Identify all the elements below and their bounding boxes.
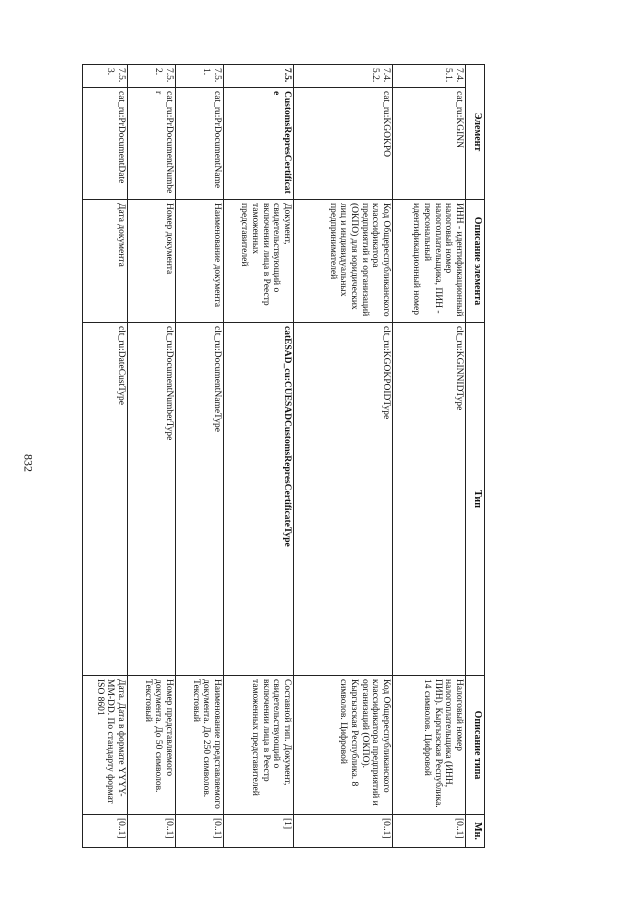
row-number: 7.5.2.	[128, 65, 176, 88]
table-row	[294, 65, 393, 848]
element-description: Документ, свидетельствующий о включении лица в Реестр таможенных представителей	[224, 200, 294, 323]
type-description: Номер представляемого документа. До 50 символов. Текстовый	[128, 676, 176, 815]
page-number: 832	[21, 454, 36, 472]
row-number: 7.5.1.	[176, 65, 224, 88]
table-header-row	[466, 65, 485, 848]
type-description: Составной тип. Документ, свидетельствующий о включении лица в Реестр таможенных представителей	[224, 676, 294, 815]
element-type: catESAD_cu:CUESADCustomsRepresCertificateType	[224, 323, 294, 676]
element-type: clt_ru:DocumentNumberType	[128, 323, 176, 676]
element-type: clt_ru:KGINNIDType	[393, 323, 466, 676]
table-row	[83, 65, 128, 848]
type-description: Дата. Дата в формате YYYY-MM-DD. По стандарту формат ISO 8601	[83, 676, 128, 815]
element-type: clt_ru:DateCustType	[83, 323, 128, 676]
rotated-page-content	[85, 64, 485, 847]
multiplicity: [0..1]	[83, 815, 128, 848]
schema-table	[82, 64, 485, 848]
element-description: Наименование документа	[176, 200, 224, 323]
row-number: 7.4.5.2.	[294, 65, 393, 88]
table-row	[393, 65, 466, 848]
element-description: ИНН - идентификационный налоговый номер налогоплательщика, ПИН - персональный идентификационный номер	[393, 200, 466, 323]
type-description: Налоговый номер налогоплательщика (ИНН, ПИН). Кыргызская Республика. 14 символов. Цифровой	[393, 676, 466, 815]
header-element: Элемент	[466, 65, 485, 200]
table-row	[128, 65, 176, 848]
header-element-description: Описание элемента	[466, 200, 485, 323]
type-description: Код Общереспубликанского классификатора предприятий и организаций (ОКПО). Кыргызская Республика. 8 символов. Цифровой	[294, 676, 393, 815]
element-description: Дата документа	[83, 200, 128, 323]
element-name: cat_ru:PrDocumentName	[176, 88, 224, 200]
header-multiplicity: Мн.	[466, 815, 485, 848]
multiplicity: [1]	[224, 815, 294, 848]
element-name: cat_ru:PrDocumentNumber	[128, 88, 176, 200]
element-description: Код Общереспубликанского классификатора предприятий и организаций (ОКПО) для юридических лиц и индивидуальных предпринимателей	[294, 200, 393, 323]
element-name: CustomsRepresCertificate	[224, 88, 294, 200]
element-type: clt_ru:KGOKPOIDType	[294, 323, 393, 676]
table-row	[224, 65, 294, 848]
element-type: clt_ru:DocumentNameType	[176, 323, 224, 676]
table-row	[176, 65, 224, 848]
element-name: cat_ru:PrDocumentDate	[83, 88, 128, 200]
multiplicity: [0..1]	[176, 815, 224, 848]
element-name: cat_ru:KGINN	[393, 88, 466, 200]
header-type: Тип	[466, 323, 485, 676]
multiplicity: [0..1]	[294, 815, 393, 848]
type-description: Наименование представляемого документа. До 250 символов. Текстовый	[176, 676, 224, 815]
element-description: Номер документа	[128, 200, 176, 323]
row-number: 7.5.3.	[83, 65, 128, 88]
multiplicity: [0..1]	[393, 815, 466, 848]
element-name: cat_ru:KGOKPO	[294, 88, 393, 200]
multiplicity: [0..1]	[128, 815, 176, 848]
row-number: 7.5.	[224, 65, 294, 88]
header-type-description: Описание типа	[466, 676, 485, 815]
row-number: 7.4.5.1.	[393, 65, 466, 88]
